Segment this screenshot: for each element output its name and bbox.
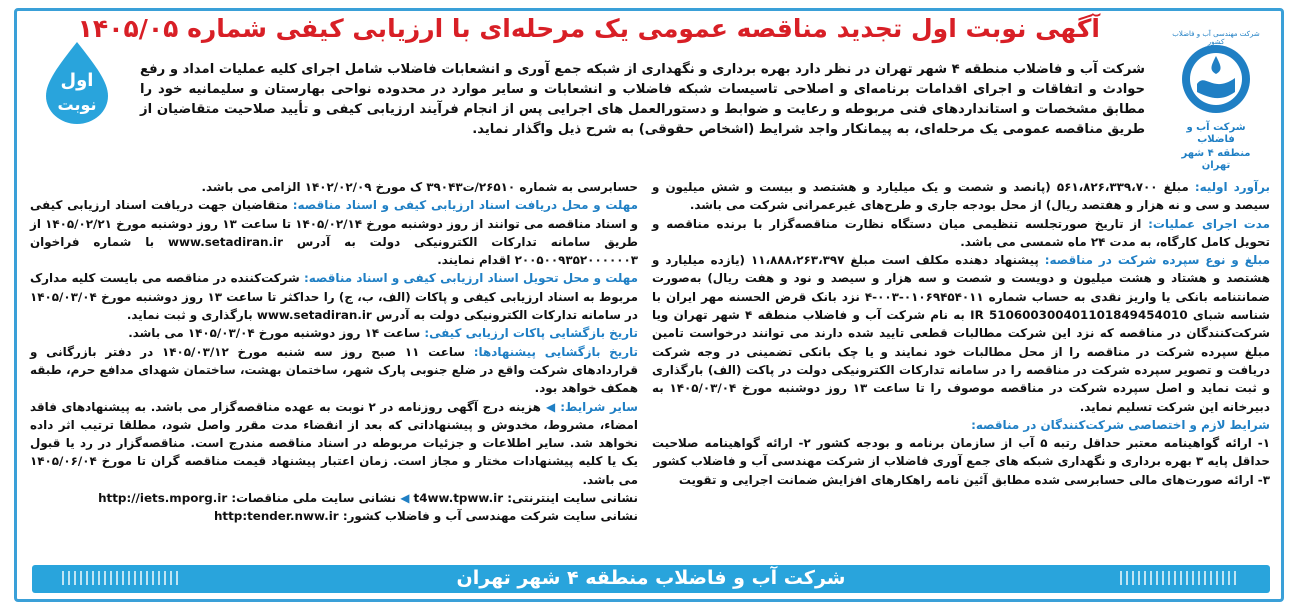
notice-title: آگهی نوبت اول تجدید مناقصه عمومی یک مرحله‌ای با ارزیابی کیفی شماره ۱۴۰۵/۰۵: [77, 14, 1100, 43]
intro-paragraph: شرکت آب و فاضلاب منطقه ۴ شهر تهران در نظر دارد بهره برداری و نگهداری از شبکه جمع آوری و انشعابات فاضلاب شامل اجرای کلیه عملیات امداد و رفع حوادث و اتفاقات و اجرای اقدامات برنامه‌ای و اصلاحی تاسیسات شبکه فاضلاب و انشعابات و سایر موارد در محدوده نواحی بهارستان و سلیمانیه خود را مطابق مشخصات و استانداردهای فنی مربوطه و رعایت و ضوابط و دستورالعمل های اجرایی پس از انجام فرآیند ارزیابی کیفی و تأیید صلاحیت متقاضیان از طریق مناقصه عمومی یک مرحله‌ای، به پیمانکار واجد شرایط (اشخاص حقوقی) به شرح ذیل واگذار نماید.: [140, 62, 1145, 137]
site-1-link[interactable]: t4ww.tpww.ir: [413, 491, 504, 506]
site-3-label: نشانی سایت شرکت مهندسی آب و فاضلاب کشور:: [342, 509, 638, 524]
estimate-heading: برآورد اولیه:: [1194, 180, 1270, 194]
deliver-text: شرکت‌کننده در مناقصه می بایست کلیه مدارک مربوط به اسناد ارزیابی کیفی و پاکات (الف، ب، ج) را حداکثر تا ساعت ۱۳ روز دوشنبه مورخ ۱۴۰۵/۰۳/۰۴ در سامانه تدارکات الکترونیکی دولت به آدرس: [30, 271, 638, 323]
iban-number: IR 510600300401101849454010: [970, 308, 1188, 323]
right-column: [652, 178, 1270, 489]
open-proposals-heading: تاریخ بازگشایی پیشنهادها:: [473, 344, 638, 359]
site-3-link[interactable]: http:tender.nww.ir: [213, 509, 339, 524]
open-qualification-heading: تاریخ بازگشایی پاکات ارزیابی کیفی:: [424, 326, 638, 341]
receive-text: متقاضیان جهت دریافت اسناد ارزیابی کیفی و اسناد مناقصه می توانند از روز دوشنبه مورخ ۱۴۰۵/۰۲/۱۴ تا ساعت ۱۳ روز دوشنبه مورخ ۱۴۰۵/۰۲/۲۱ از طریق سامانه تدارکات الکترونیکی دولت به آدرس: [30, 198, 639, 249]
open-proposals-text: ساعت ۱۱ صبح روز سه شنبه مورخ ۱۴۰۵/۰۳/۱۲ در دفتر بازرگانی و قراردادهای شرکت واقع در ضلع جنوبی پارک شهر، ساختمان بهشت، ساختمان شهدای مدافع حرم، طبقه همکف خواهد بود.: [30, 344, 638, 396]
arrow-icon: ◀: [545, 399, 561, 414]
deliver-heading: مهلت و محل تحویل اسناد ارزیابی کیفی و اسناد مناقصه:: [303, 271, 638, 286]
footer-company-name: شرکت آب و فاضلاب منطقه ۴ شهر تهران: [456, 567, 846, 589]
other-conditions-heading: سایر شرایط:: [560, 399, 638, 414]
deposit-text-2: به نام شرکت آب و فاضلاب منطقه ۴ شهر تهران ویا شرکت‌کنندگان در مناقصه که نزد این شرکت مطالبات قطعی تایید شده دارند می توانند درخواست تامین مبلغ سپرده شرکت در مناقصه را از محل مطالبات خود نمایند و یا چک بانکی تضمینی در وجه شرکت دریافت و تصویر سپرده شرکت در مناقصه را در سامانه تدارکات الکترونیکی دولت در پاکت (الف) بارگذاری و ثبت نماید و اصل سپرده شرکت در مناقصه موصوف را تا ساعت ۱۳ روز دوشنبه مورخ ۱۴۰۵/۰۳/۰۴ به دبیرخانه این شرکت تسلیم نماید.: [652, 308, 1270, 414]
footer-bar: [32, 565, 1270, 593]
logo-line-2: منطقه ۴ شهر تهران: [1181, 148, 1251, 171]
deposit-heading: مبلغ و نوع سپرده شرکت در مناقصه:: [1044, 253, 1270, 268]
setadiran-link-2[interactable]: www.setadiran.ir: [256, 308, 372, 323]
first-turn-badge: [40, 40, 114, 126]
setadiran-link[interactable]: www.setadiran.ir: [168, 234, 283, 249]
open-qualification-text: ساعت ۱۴ روز دوشنبه مورخ ۱۴۰۵/۰۳/۰۴ می باشد.: [128, 326, 425, 341]
arrow-icon: ◀: [400, 491, 410, 506]
left-column: [30, 178, 638, 526]
condition-3: ۳- ارائه صورت‌های مالی حسابرسی شده مطابق آئین نامه راهکارهای افزایش ضمانت اجرایی و تقویت: [678, 472, 1270, 487]
deliver-text-2: بارگذاری و ثبت نماید.: [126, 308, 257, 323]
deposit-text: پیشنهاد دهنده مکلف است مبلغ ۱۱،۸۸۸،۲۶۳،۳۹۷ (یازده میلیارد و هشتصد و هشتاد و هشت میلیون و دویست و شصت و سه هزار و سیصد و نود و هفت ریال) به‌صورت ضمانتنامه بانکی یا واریز نقدی به حساب شماره ۰۱۰۶۹۴۵۴۰۱۱-۰۰۳-۴ نزد بانک قرض الحسنه مهر ایران با شناسه شبای: [652, 253, 1270, 323]
audit-text: حسابرسی به شماره ۲۶۵۱۰/ت۳۹۰۴۳ ک مورخ ۱۴۰۲/۰۲/۰۹ الزامی می باشد.: [201, 180, 638, 194]
receive-heading: مهلت و محل دریافت اسناد ارزیابی کیفی و اسناد مناقصه:: [292, 198, 639, 213]
site-1-label: نشانی سایت اینترنتی:: [507, 491, 638, 506]
receive-text-2: با شماره فراخوان ۲۰۰۵۰۰۹۳۵۲۰۰۰۰۰۰۳ اقدام نمایند.: [30, 234, 638, 268]
conditions-heading: شرایط لازم و اختصاصی شرکت‌کنندگان در مناقصه:: [971, 417, 1270, 432]
duration-text: از تاریخ صورتجلسه تنظیمی میان دستگاه نظارت مناقصه‌گزار با برنده مناقصه و تحویل کامل کارگاه، به مدت ۲۴ ماه شمسی می باشد.: [652, 216, 1270, 249]
other-conditions-text: هزینه درج آگهی روزنامه در ۲ نوبت به عهده مناقصه‌گزار می باشد. به پیشنهادهای فاقد امضاء، مشروط، مخدوش و پیشنهاداتی که بعد از انقضاء مدت مقرر واصل شود، مطلقا ترتیب اثر داده نخواهد شد. سایر اطلاعات و جزئیات مربوطه در اسناد مناقصه مندرج است. مناقصه‌گزار در رد یا قبول یک یا کلیه پیشنهادات مختار و مجاز است. زمان اعتبار پیشنهاد قیمت مناقصه گران تا مورخ ۱۴۰۵/۰۶/۰۴ می باشد.: [30, 399, 638, 487]
site-2-link[interactable]: http://iets.mporg.ir: [98, 491, 228, 506]
logo-line-1: شرکت آب و فاضلاب: [1186, 122, 1246, 145]
logo-top-text: شرکت مهندسی آب و فاضلاب کشور: [1172, 30, 1260, 46]
site-2-label: نشانی سایت ملی مناقصات:: [231, 491, 397, 506]
condition-1-2: ۱- ارائه گواهینامه معتبر حداقل رتبه ۵ آب از سازمان برنامه و بودجه کشور ۲- ارائه گواهینامه صلاحیت حداقل پایه ۳ بهره برداری و نگهداری شبکه های جمع آوری فاضلاب از شرکت مهندسی آب و فاضلاب کشور: [652, 436, 1270, 469]
badge-line-2: نوبت: [57, 95, 97, 114]
company-logo: [1166, 30, 1266, 171]
duration-heading: مدت اجرای عملیات:: [1148, 216, 1270, 231]
first-turn-badge-icon: [40, 40, 114, 126]
water-drop-logo-icon: [1179, 42, 1253, 116]
estimate-text: مبلغ ۵۶۱،۸۲۶،۳۳۹،۷۰۰ (پانصد و شصت و یک میلیارد و هشتصد و بیست و شش میلیون و سیصد و سی و نه هزار و هفتصد ریال) از محل بودجه جاری و طرح‌های غیرعمرانی شرکت می باشد.: [652, 180, 1270, 213]
badge-line-1: اول: [60, 70, 94, 91]
